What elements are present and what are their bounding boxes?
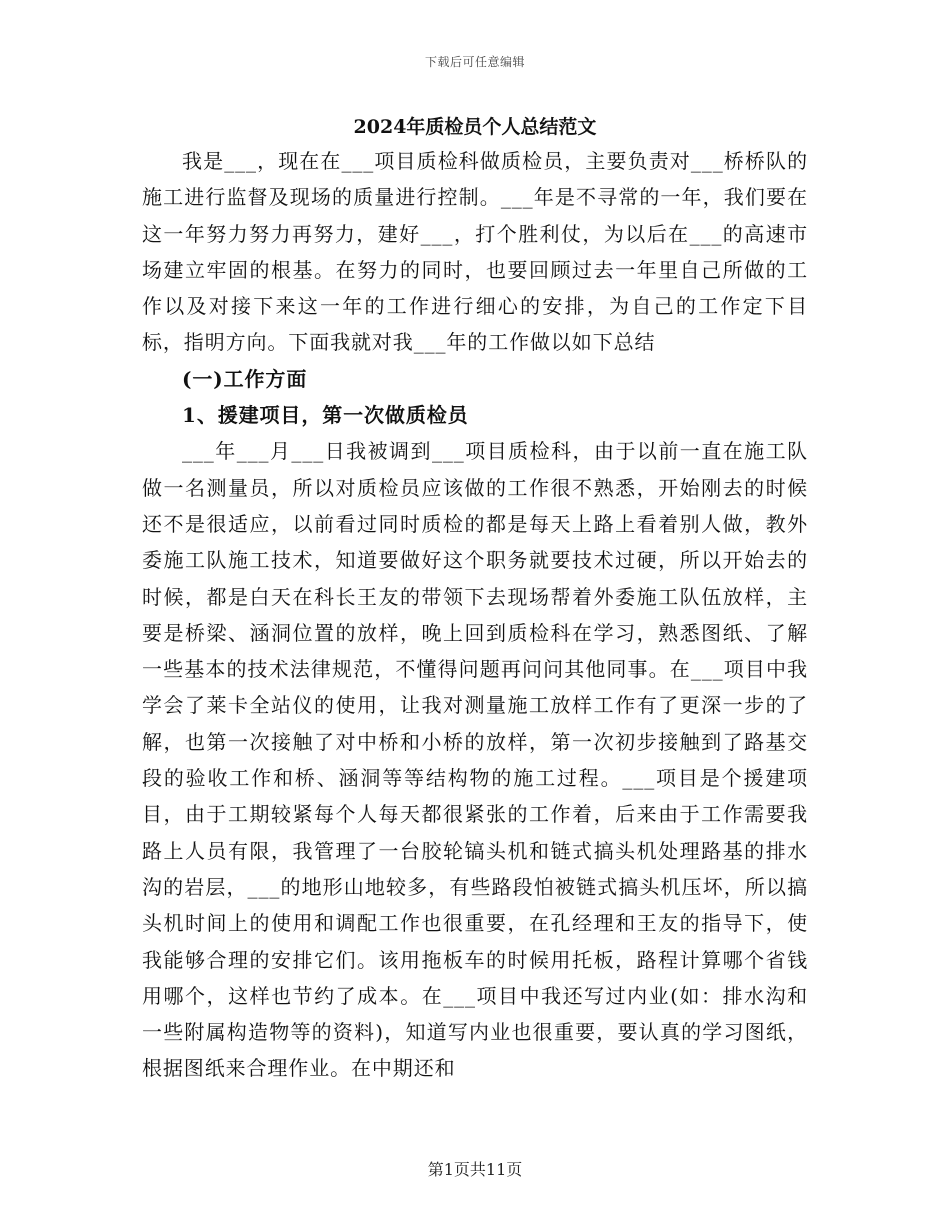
document-content: [142, 112, 808, 1087]
page-header-note: 下载后可任意编辑: [424, 55, 525, 69]
intro-paragraph: 我是___，现在在___项目质检科做质检员，主要负责对___桥桥队的施工进行监督及现场的质量进行控制。___年是不寻常的一年，我们要在这一年努力努力再努力，建好___，打个胜利仗，为以后在___的高速市场建立牢固的根基。在努力的同时，也要回顾过去一年里自己所做的工作以及对接下来这一年的工作进行细心的安排，为自己的工作定下目标，指明方向。下面我就对我___年的工作做以如下总结: [142, 149, 808, 355]
body-paragraph: ___年___月___日我被调到___项目质检科，由于以前一直在施工队做一名测量员，所以对质检员应该做的工作很不熟悉，开始刚去的时候还不是很适应，以前看过同时质检的都是每天上路上看着别人做，教外委施工队施工技术，知道要做好这个职务就要技术过硬，所以开始去的时候，都是白天在科长王友的带领下去现场帮着外委施工队伍放样，主要是桥梁、涵洞位置的放样，晚上回到质检科在学习，熟悉图纸、了解一些基本的技术法律规范，不懂得问题再问问其他同事。在___项目中我学会了莱卡全站仪的使用，让我对测量施工放样工作有了更深一步的了解，也第一次接触了对中桥和小桥的放样，第一次初步接触到了路基交段的验收工作和桥、涵洞等等结构物的施工过程。___项目是个援建项目，由于工期较紧每个人每天都很紧张的工作着，后来由于工作需要我路上人员有限，我管理了一台胶轮镐头机和链式搞头机处理路基的排水沟的岩层，___的地形山地较多，有些路段怕被链式搞头机压坏，所以搞头机时间上的使用和调配工作也很重要，在孔经理和王友的指导下，使我能够合理的安排它们。该用拖板车的时候用托板，路程计算哪个省钱用哪个，这样也节约了成本。在___项目中我还写过内业(如：排水沟和一些附属构造物等的资料)，知道写内业也很重要，要认真的学习图纸，根据图纸来合理作业。在中期还和: [142, 439, 808, 1081]
page-number: 第1页共11页: [427, 1160, 523, 1179]
subsection-heading: 1、援建项目，第一次做质检员: [182, 403, 469, 428]
document-title: 2024年质检员个人总结范文: [353, 116, 597, 138]
section-heading: (一)工作方面: [182, 366, 308, 391]
